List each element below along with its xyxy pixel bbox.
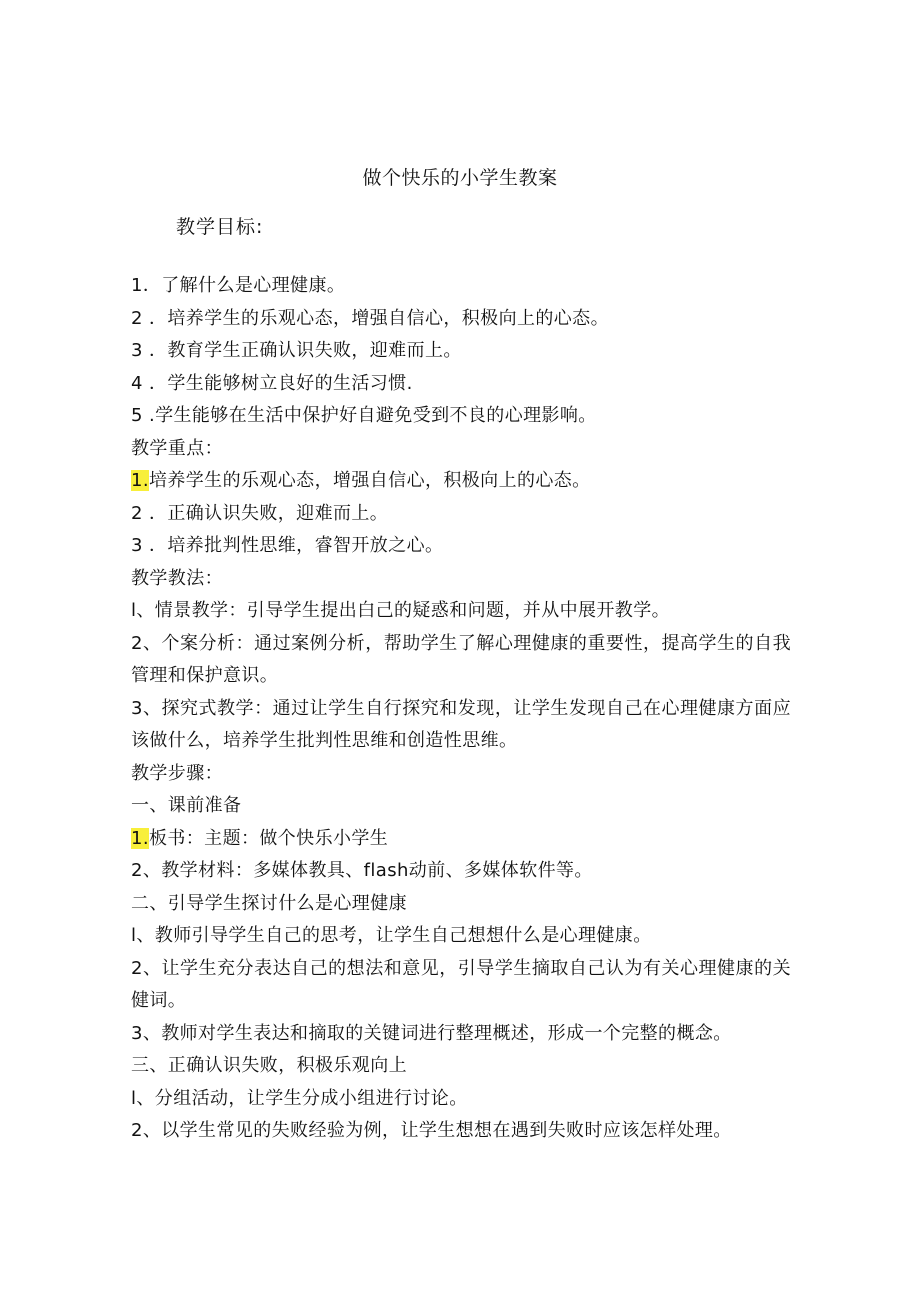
document-title: 做个快乐的小学生教案 <box>362 167 558 189</box>
line-text: 三、正确认识失败，积极乐观向上 <box>131 1055 407 1076</box>
line-text: 培养学生的乐观心态，增强自信心，积极向上的心态。 <box>148 470 591 491</box>
line-text: 教学重点： <box>131 437 223 459</box>
text-line <box>131 823 791 856</box>
line-text: 4 ．学生能够树立良好的生活习惯. <box>131 372 413 394</box>
line-text: l、分组活动，让学生分成小组进行讨论。 <box>131 1087 468 1109</box>
line-text: l、教师引导学生自己的思考，让学生自己想想什么是心理健康。 <box>131 925 652 946</box>
line-text: 教学步骤： <box>131 762 223 784</box>
line-text: 3、探究式教学：通过让学生自行探究和发现，让学生发现自己在心理健康方面应该做什么，培养学生批判性思维和创造性思维。 <box>131 697 791 751</box>
line-text: 3 ．培养批判性思维，睿智开放之心。 <box>131 535 444 556</box>
line-text: 板书：主题：做个快乐小学生 <box>148 827 389 849</box>
text-line <box>131 563 791 596</box>
text-line <box>131 465 791 498</box>
highlighted-number: 1. <box>131 470 149 491</box>
text-line <box>131 790 791 823</box>
highlighted-number: 1. <box>131 827 149 849</box>
text-line <box>131 953 791 1018</box>
line-text: l、情景教学：引导学生提出白己的疑惑和问题，并从中展开教学。 <box>131 600 670 621</box>
line-text: 2、教学材料：多媒体教具、flash动前、多媒体软件等。 <box>131 860 593 881</box>
text-line <box>131 270 791 303</box>
text-line <box>131 628 791 693</box>
text-line <box>131 433 791 466</box>
text-line <box>131 335 791 368</box>
line-text: 二、引导学生探讨什么是心理健康 <box>131 892 407 914</box>
text-line <box>131 595 791 628</box>
text-line <box>131 855 791 888</box>
line-text: 2 ．培养学生的乐观心态，增强自信心，积极向上的心态。 <box>131 307 609 329</box>
text-line <box>131 1083 791 1116</box>
text-line <box>131 368 791 401</box>
text-line <box>131 400 791 433</box>
line-text: 一、课前准备 <box>131 795 242 816</box>
line-text: 2、以学生常见的失败经验为例，让学生想想在遇到失败时应该怎样处理。 <box>131 1120 732 1141</box>
line-text: 5 .学生能够在生活中保护好自避免受到不良的心理影响。 <box>131 405 597 426</box>
line-text: 3 ．教育学生正确认识失败，迎难而上。 <box>131 340 462 361</box>
line-text: 教学教法： <box>131 567 223 589</box>
line-text: 2、个案分析：通过案例分析，帮助学生了解心理健康的重要性，提高学生的自我管理和保护意识。 <box>131 632 791 686</box>
text-line <box>131 888 791 921</box>
text-line <box>131 1050 791 1083</box>
document-body <box>131 270 791 1148</box>
text-line <box>131 693 791 758</box>
text-line <box>131 1115 791 1148</box>
text-line <box>131 758 791 791</box>
text-line <box>131 1018 791 1051</box>
text-line <box>131 530 791 563</box>
line-text: 2、让学生充分表达自己的想法和意见，引导学生摘取自己认为有关心理健康的关健词。 <box>131 957 791 1011</box>
text-line <box>131 498 791 531</box>
line-text: 3、教师对学生表达和摘取的关键词进行整理概述，形成一个完整的概念。 <box>131 1022 732 1044</box>
line-text: 2 ．正确认识失败，迎难而上。 <box>131 502 389 524</box>
objectives-heading: 教学目标: <box>176 216 264 238</box>
text-line <box>131 920 791 953</box>
text-line <box>131 303 791 336</box>
line-text: 1．了解什么是心理健康。 <box>131 275 346 296</box>
